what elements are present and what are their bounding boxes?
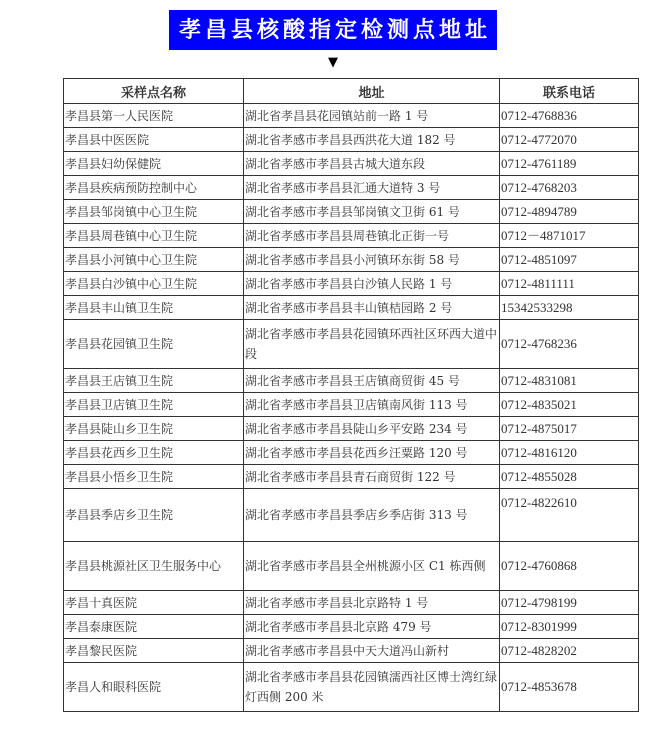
table-row	[64, 393, 639, 417]
site-phone-cell: 0712-4811111	[500, 272, 639, 296]
site-phone-cell: 0712-4894789	[500, 200, 639, 224]
table-row	[64, 615, 639, 639]
site-name-cell: 孝昌县季店乡卫生院	[64, 489, 244, 542]
table-row	[64, 272, 639, 296]
table-row	[64, 441, 639, 465]
site-name-cell: 孝昌县小悟乡卫生院	[64, 465, 244, 489]
site-phone-cell: 0712-4835021	[500, 393, 639, 417]
site-name-cell: 孝昌县白沙镇中心卫生院	[64, 272, 244, 296]
site-address-cell: 湖北省孝感市孝昌县中天大道冯山新村	[244, 639, 500, 663]
header-address: 地址	[244, 79, 500, 104]
site-phone-cell: 0712-4768203	[500, 176, 639, 200]
site-address-cell: 湖北省孝感市孝昌县青石商贸街 122 号	[244, 465, 500, 489]
site-name-cell: 孝昌十真医院	[64, 591, 244, 615]
site-name-cell: 孝昌县王店镇卫生院	[64, 369, 244, 393]
site-name-cell: 孝昌县第一人民医院	[64, 104, 244, 128]
site-name-cell: 孝昌泰康医院	[64, 615, 244, 639]
table-row	[64, 639, 639, 663]
site-address-cell: 湖北省孝感市孝昌县花西乡汪粟路 120 号	[244, 441, 500, 465]
site-name-cell: 孝昌县周巷镇中心卫生院	[64, 224, 244, 248]
site-address-cell: 湖北省孝感市孝昌县邹岗镇文卫街 61 号	[244, 200, 500, 224]
site-address-cell: 湖北省孝感市孝昌县北京路 479 号	[244, 615, 500, 639]
site-address-cell: 湖北省孝感市孝昌县全州桃源小区 C1 栋西侧	[244, 542, 500, 591]
site-name-cell: 孝昌县卫店镇卫生院	[64, 393, 244, 417]
testing-sites-table	[63, 78, 639, 712]
site-name-cell: 孝昌黎民医院	[64, 639, 244, 663]
table-row	[64, 176, 639, 200]
table-row	[64, 417, 639, 441]
table-row	[64, 224, 639, 248]
site-phone-cell: 0712-4816120	[500, 441, 639, 465]
site-phone-cell: 0712-4760868	[500, 542, 639, 591]
site-address-cell: 湖北省孝感市孝昌县北京路特 1 号	[244, 591, 500, 615]
site-phone-cell: 0712-4875017	[500, 417, 639, 441]
site-phone-cell: 0712-4828202	[500, 639, 639, 663]
site-address-cell: 湖北省孝感市孝昌县西洪花大道 182 号	[244, 128, 500, 152]
site-address-cell: 湖北省孝感市孝昌县周巷镇北正街一号	[244, 224, 500, 248]
site-name-cell: 孝昌人和眼科医院	[64, 663, 244, 712]
down-arrow-icon: ▼	[328, 55, 338, 70]
site-phone-cell: 0712－4871017	[500, 224, 639, 248]
header-phone: 联系电话	[500, 79, 639, 104]
table-row	[64, 489, 639, 542]
site-phone-cell: 0712-4768836	[500, 104, 639, 128]
site-name-cell: 孝昌县邹岗镇中心卫生院	[64, 200, 244, 224]
table-row	[64, 591, 639, 615]
site-phone-cell: 0712-4822610	[500, 489, 639, 542]
site-name-cell: 孝昌县花园镇卫生院	[64, 320, 244, 369]
site-name-cell: 孝昌县桃源社区卫生服务中心	[64, 542, 244, 591]
page-title: 孝昌县核酸指定检测点地址	[169, 10, 497, 50]
site-address-cell: 湖北省孝感市孝昌县卫店镇南风街 113 号	[244, 393, 500, 417]
site-address-cell: 湖北省孝感市孝昌县王店镇商贸街 45 号	[244, 369, 500, 393]
site-phone-cell: 0712-4761189	[500, 152, 639, 176]
site-phone-cell: 0712-4851097	[500, 248, 639, 272]
table-row	[64, 542, 639, 591]
site-name-cell: 孝昌县妇幼保健院	[64, 152, 244, 176]
site-address-cell: 湖北省孝感市孝昌县白沙镇人民路 1 号	[244, 272, 500, 296]
site-phone-cell: 0712-4798199	[500, 591, 639, 615]
table-row	[64, 128, 639, 152]
table-row	[64, 663, 639, 712]
table-row	[64, 248, 639, 272]
site-name-cell: 孝昌县丰山镇卫生院	[64, 296, 244, 320]
table-header-row	[64, 79, 639, 104]
table-row	[64, 152, 639, 176]
table-row	[64, 465, 639, 489]
site-phone-cell: 0712-8301999	[500, 615, 639, 639]
site-address-cell: 湖北省孝感市孝昌县小河镇环东街 58 号	[244, 248, 500, 272]
site-name-cell: 孝昌县陡山乡卫生院	[64, 417, 244, 441]
site-address-cell: 湖北省孝感市孝昌县古城大道东段	[244, 152, 500, 176]
site-phone-cell: 15342533298	[500, 296, 639, 320]
site-phone-cell: 0712-4772070	[500, 128, 639, 152]
table-row	[64, 104, 639, 128]
title-container	[0, 10, 666, 50]
site-name-cell: 孝昌县中医医院	[64, 128, 244, 152]
site-address-cell: 湖北省孝感市孝昌县季店乡季店街 313 号	[244, 489, 500, 542]
site-address-cell: 湖北省孝感市孝昌县花园镇环西社区环西大道中段	[244, 320, 500, 369]
table-row	[64, 200, 639, 224]
table-row	[64, 320, 639, 369]
site-phone-cell: 0712-4768236	[500, 320, 639, 369]
site-name-cell: 孝昌县小河镇中心卫生院	[64, 248, 244, 272]
site-phone-cell: 0712-4855028	[500, 465, 639, 489]
site-name-cell: 孝昌县疾病预防控制中心	[64, 176, 244, 200]
header-name: 采样点名称	[64, 79, 244, 104]
site-name-cell: 孝昌县花西乡卫生院	[64, 441, 244, 465]
table-row	[64, 369, 639, 393]
site-address-cell: 湖北省孝感市孝昌县花园镇濡西社区博士湾红绿灯西侧 200 米	[244, 663, 500, 712]
site-address-cell: 湖北省孝感市孝昌县丰山镇桔园路 2 号	[244, 296, 500, 320]
site-phone-cell: 0712-4831081	[500, 369, 639, 393]
site-address-cell: 湖北省孝昌县花园镇站前一路 1 号	[244, 104, 500, 128]
site-address-cell: 湖北省孝感市孝昌县汇通大道特 3 号	[244, 176, 500, 200]
site-address-cell: 湖北省孝感市孝昌县陡山乡平安路 234 号	[244, 417, 500, 441]
table-row	[64, 296, 639, 320]
site-phone-cell: 0712-4853678	[500, 663, 639, 712]
